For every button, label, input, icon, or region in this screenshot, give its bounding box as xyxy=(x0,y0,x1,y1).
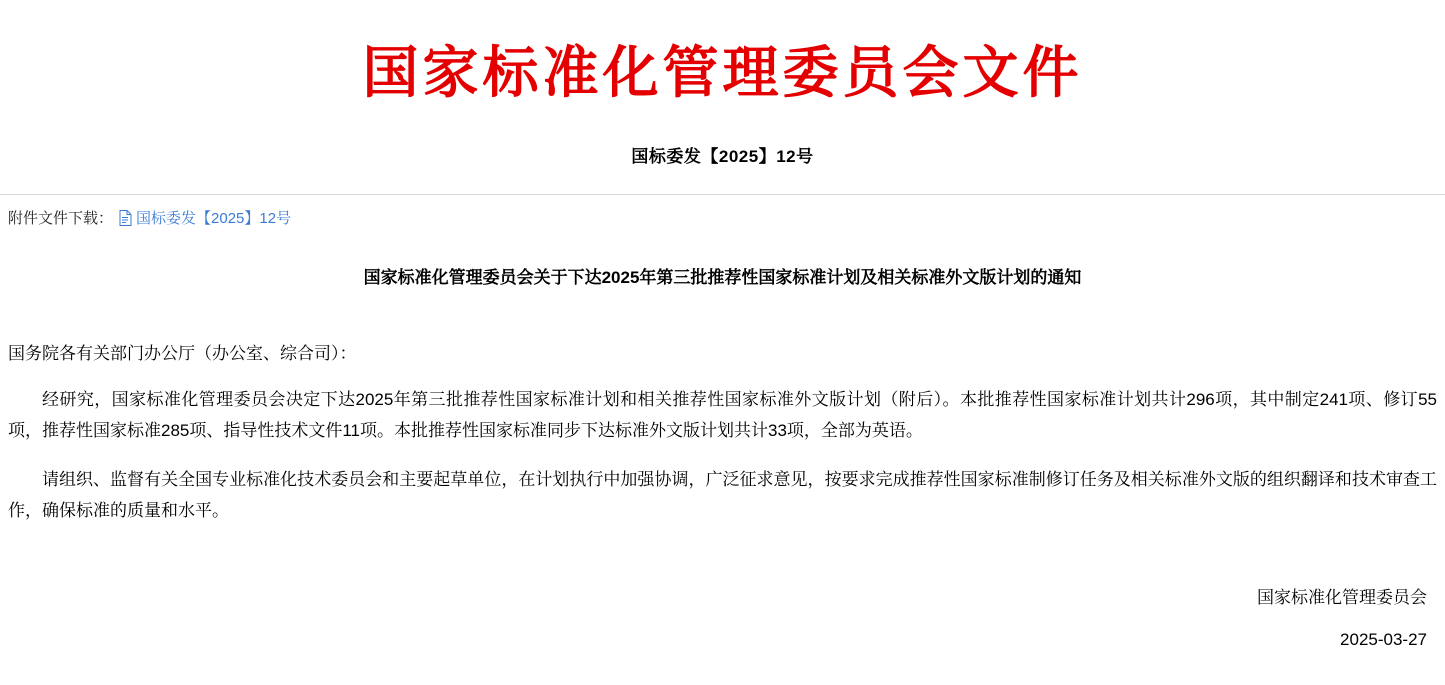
document-subject: 国家标准化管理委员会关于下达2025年第三批推荐性国家标准计划及相关标准外文版计划的通知 xyxy=(363,268,1082,288)
document-paragraph-2: 请组织、监督有关全国专业标准化技术委员会和主要起草单位，在计划执行中加强协调，广泛征求意见，按要求完成推荐性国家标准制修订任务及相关标准外文版的组织翻译和技术审查工作，确保标准的质量和水平。 xyxy=(8,469,1437,521)
attachment-row xyxy=(0,195,1445,228)
attachment-label: 附件文件下载： xyxy=(8,210,114,228)
document-paragraph-1: 经研究，国家标准化管理委员会决定下达2025年第三批推荐性国家标准计划和相关推荐性国家标准外文版计划（附后）。本批推荐性国家标准计划共计296项，其中制定241项、修订55项，推荐性国家标准285项、指导性技术文件11项。本批推荐性国家标准同步下达标准外文版计划共计33项，全部为英语。 xyxy=(8,389,1437,441)
document-salutation: 国务院各有关部门办公厅（办公室、综合司）： xyxy=(8,343,357,363)
document-body xyxy=(0,264,1445,649)
masthead xyxy=(0,0,1445,167)
document-date: 2025-03-27 xyxy=(1340,629,1427,649)
page-title: 国家标准化管理委员会文件 xyxy=(362,41,1083,106)
attachment-download-link[interactable]: 国标委发【2025】12号 xyxy=(136,210,292,228)
file-icon xyxy=(119,210,132,226)
document-number: 国标委发【2025】12号 xyxy=(631,147,814,167)
document-signature: 国家标准化管理委员会 xyxy=(1257,587,1427,607)
